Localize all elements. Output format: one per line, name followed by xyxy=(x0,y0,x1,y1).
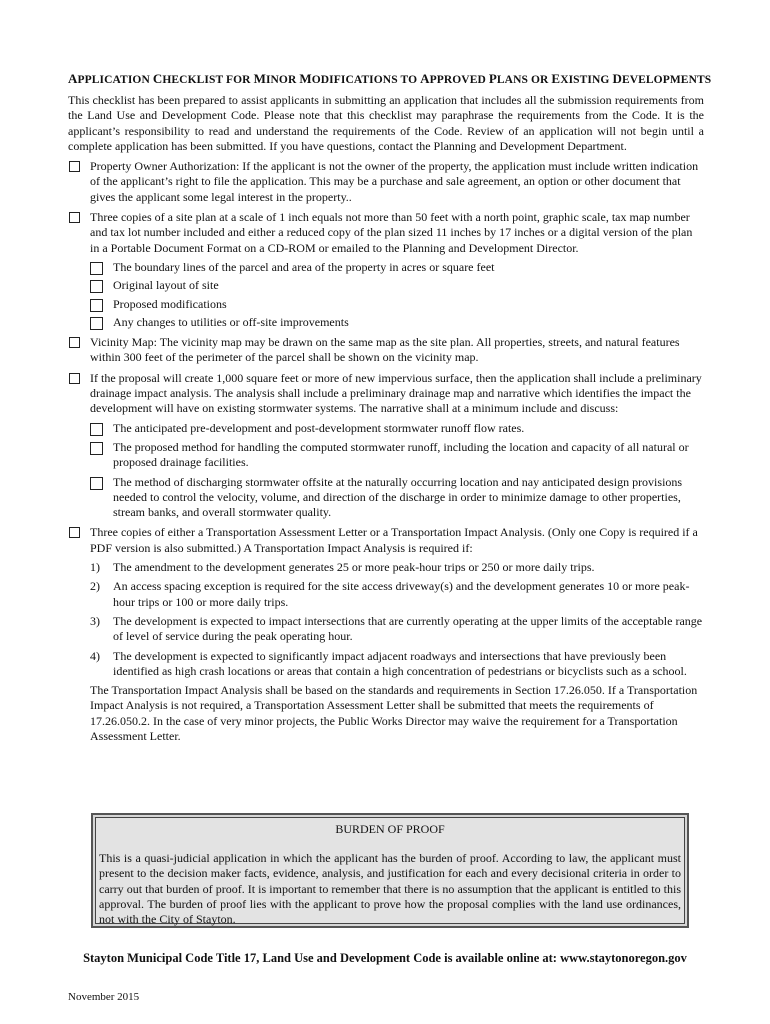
condition-number: 2) xyxy=(90,579,100,594)
checkbox[interactable] xyxy=(69,212,80,223)
checkbox[interactable] xyxy=(90,262,103,275)
checkbox[interactable] xyxy=(69,527,80,538)
numbered-condition xyxy=(68,649,704,680)
checkbox[interactable] xyxy=(90,423,103,436)
subitem-text: The proposed method for handling the computed stormwater runoff, including the location and capacity of all natural or proposed drainage facilities. xyxy=(113,439,689,470)
checkbox[interactable] xyxy=(90,299,103,312)
checkbox[interactable] xyxy=(90,442,103,455)
subitem-utility-changes xyxy=(68,315,704,330)
subitem-runoff-flow-rates xyxy=(68,421,704,436)
numbered-condition xyxy=(68,560,704,575)
checklist-item-site-plan xyxy=(68,210,704,256)
subitem-text: The method of discharging stormwater offsite at the naturally occurring location and nay anticipated design provisions needed to control the velocity, volume, and direction of the discharge in order to minimize damage to other properties, stream banks, and overall stormwater quality. xyxy=(113,474,683,520)
checklist-item-text: Property Owner Authorization: If the applicant is not the owner of the property, the application must include written indication of the applicant’s right to file the application. This may be a purchase and sale agreement, an option or other document that gives the applicant some legal interest in the property.. xyxy=(90,159,699,204)
condition-number: 4) xyxy=(90,648,100,663)
checklist-item-text: Three copies of either a Transportation Assessment Letter or a Transportation Impact Analysis. (Only one Copy is required if a PDF version is also submitted.) A Transportation Impact Analysis is required if: xyxy=(90,525,698,555)
revision-date: November 2015 xyxy=(68,991,140,1003)
burden-of-proof-inner xyxy=(95,817,685,927)
subitem-text: Original layout of site xyxy=(113,278,219,293)
checkbox[interactable] xyxy=(90,280,103,293)
condition-text: The development is expected to significantly impact adjacent roadways and intersections that have previously been identified as high crash locations or areas that contain a high concentration of pedestrians or bicyclists such as a school. xyxy=(113,648,687,678)
burden-of-proof-text: This is a quasi-judicial application in which the applicant has the burden of proof. According to law, the applicant must present to the decision maker facts, evidence, analysis, and justification for each and every decisional criteria in order to carry out that burden of proof. It is important to remember that there is no assumption that the applicant is entitled to this approval. The burden of proof lies with the applicant to prove how the proposal complies with the land use ordinances, not with the City of Stayton. xyxy=(99,851,681,927)
condition-text: The development is expected to impact intersections that are currently operating at the upper limits of the acceptable range of level of service during the peak operating hour. xyxy=(113,613,703,644)
intro-paragraph: This checklist has been prepared to assist applicants in submitting an application that includes all the submission requirements from the Land Use and Development Code. Please note that this checklist may paraphrase the requirements from the Code. It is the applicant’s responsibility to read and understand the requirements of the Code. Review of an application will not begin until a complete application has been submitted. If you have questions, contact the Planning and Development Department. xyxy=(68,93,704,153)
condition-text: The amendment to the development generates 25 or more peak-hour trips or 250 or more daily trips. xyxy=(113,560,595,575)
subitem-text: Any changes to utilities or off-site improvements xyxy=(113,314,349,329)
subitem-stormwater-discharge xyxy=(68,475,704,521)
subitem-runoff-handling xyxy=(68,440,704,471)
subitem-text: Proposed modifications xyxy=(113,296,227,311)
subitem-boundary-lines xyxy=(68,260,704,275)
subitem-text: The anticipated pre-development and post-development stormwater runoff flow rates. xyxy=(113,420,525,435)
transportation-note: The Transportation Impact Analysis shall be based on the standards and requirements in Section 17.26.050. If a Transportation Impact Analysis is not required, a Transportation Assessment Letter shall be submitted that meets the requirements of 17.26.050.2. In the case of very minor projects, the Public Works Director may waive the requirement for a Transportation Assessment Letter. xyxy=(90,683,698,743)
numbered-condition xyxy=(68,579,704,610)
subitem-original-layout xyxy=(68,278,704,293)
checklist-item-text: Three copies of a site plan at a scale of 1 inch equals not more than 50 feet with a north point, graphic scale, tax map number and tax lot number included and either a reduced copy of the plan sized 11 inches by 17 inches or a digital version of the plan in a Portable Document Format on a CD-ROM or emailed to the Planning and Development Director. xyxy=(90,210,693,255)
checkbox[interactable] xyxy=(69,337,80,348)
checkbox[interactable] xyxy=(90,317,103,330)
condition-number: 1) xyxy=(90,560,100,575)
page-title: APPLICATION CHECKLIST FOR MINOR MODIFICATIONS TO APPROVED PLANS OR EXISTING DEVELOPMENTS xyxy=(68,71,712,86)
condition-text: An access spacing exception is required for the site access driveway(s) and the development generates 10 or more peak-hour trips or 100 or more daily trips. xyxy=(113,579,690,609)
numbered-condition xyxy=(68,614,704,645)
subitem-text: The boundary lines of the parcel and area of the property in acres or square feet xyxy=(113,259,495,274)
checklist-item-text: If the proposal will create 1,000 square feet or more of new impervious surface, then the application shall include a preliminary drainage impact analysis. The analysis shall include a preliminary drainage map and narrative which identifies the impact the development will have on existing stormwater systems. The narrative shall at a minimum include and discuss: xyxy=(90,370,702,416)
checkbox[interactable] xyxy=(90,477,103,490)
subitem-proposed-modifications xyxy=(68,297,704,312)
checkbox[interactable] xyxy=(69,373,80,384)
condition-number: 3) xyxy=(90,613,100,628)
checklist-item-owner-authorization xyxy=(68,159,704,205)
code-availability-note: Stayton Municipal Code Title 17, Land Use and Development Code is available online at: www.staytonoregon.gov xyxy=(83,951,687,965)
checklist-item-drainage-analysis xyxy=(68,371,704,417)
burden-of-proof-box xyxy=(91,813,689,928)
checklist-item-text: Vicinity Map: The vicinity map may be drawn on the same map as the site plan. All properties, streets, and natural features within 300 feet of the perimeter of the parcel shall be shown on the vicinity map. xyxy=(90,335,680,365)
checklist-page xyxy=(68,68,712,744)
checklist-item-transportation xyxy=(68,525,704,556)
checkbox[interactable] xyxy=(69,161,80,172)
burden-of-proof-heading: BURDEN OF PROOF xyxy=(335,822,445,836)
checklist-item-vicinity-map xyxy=(68,335,704,366)
